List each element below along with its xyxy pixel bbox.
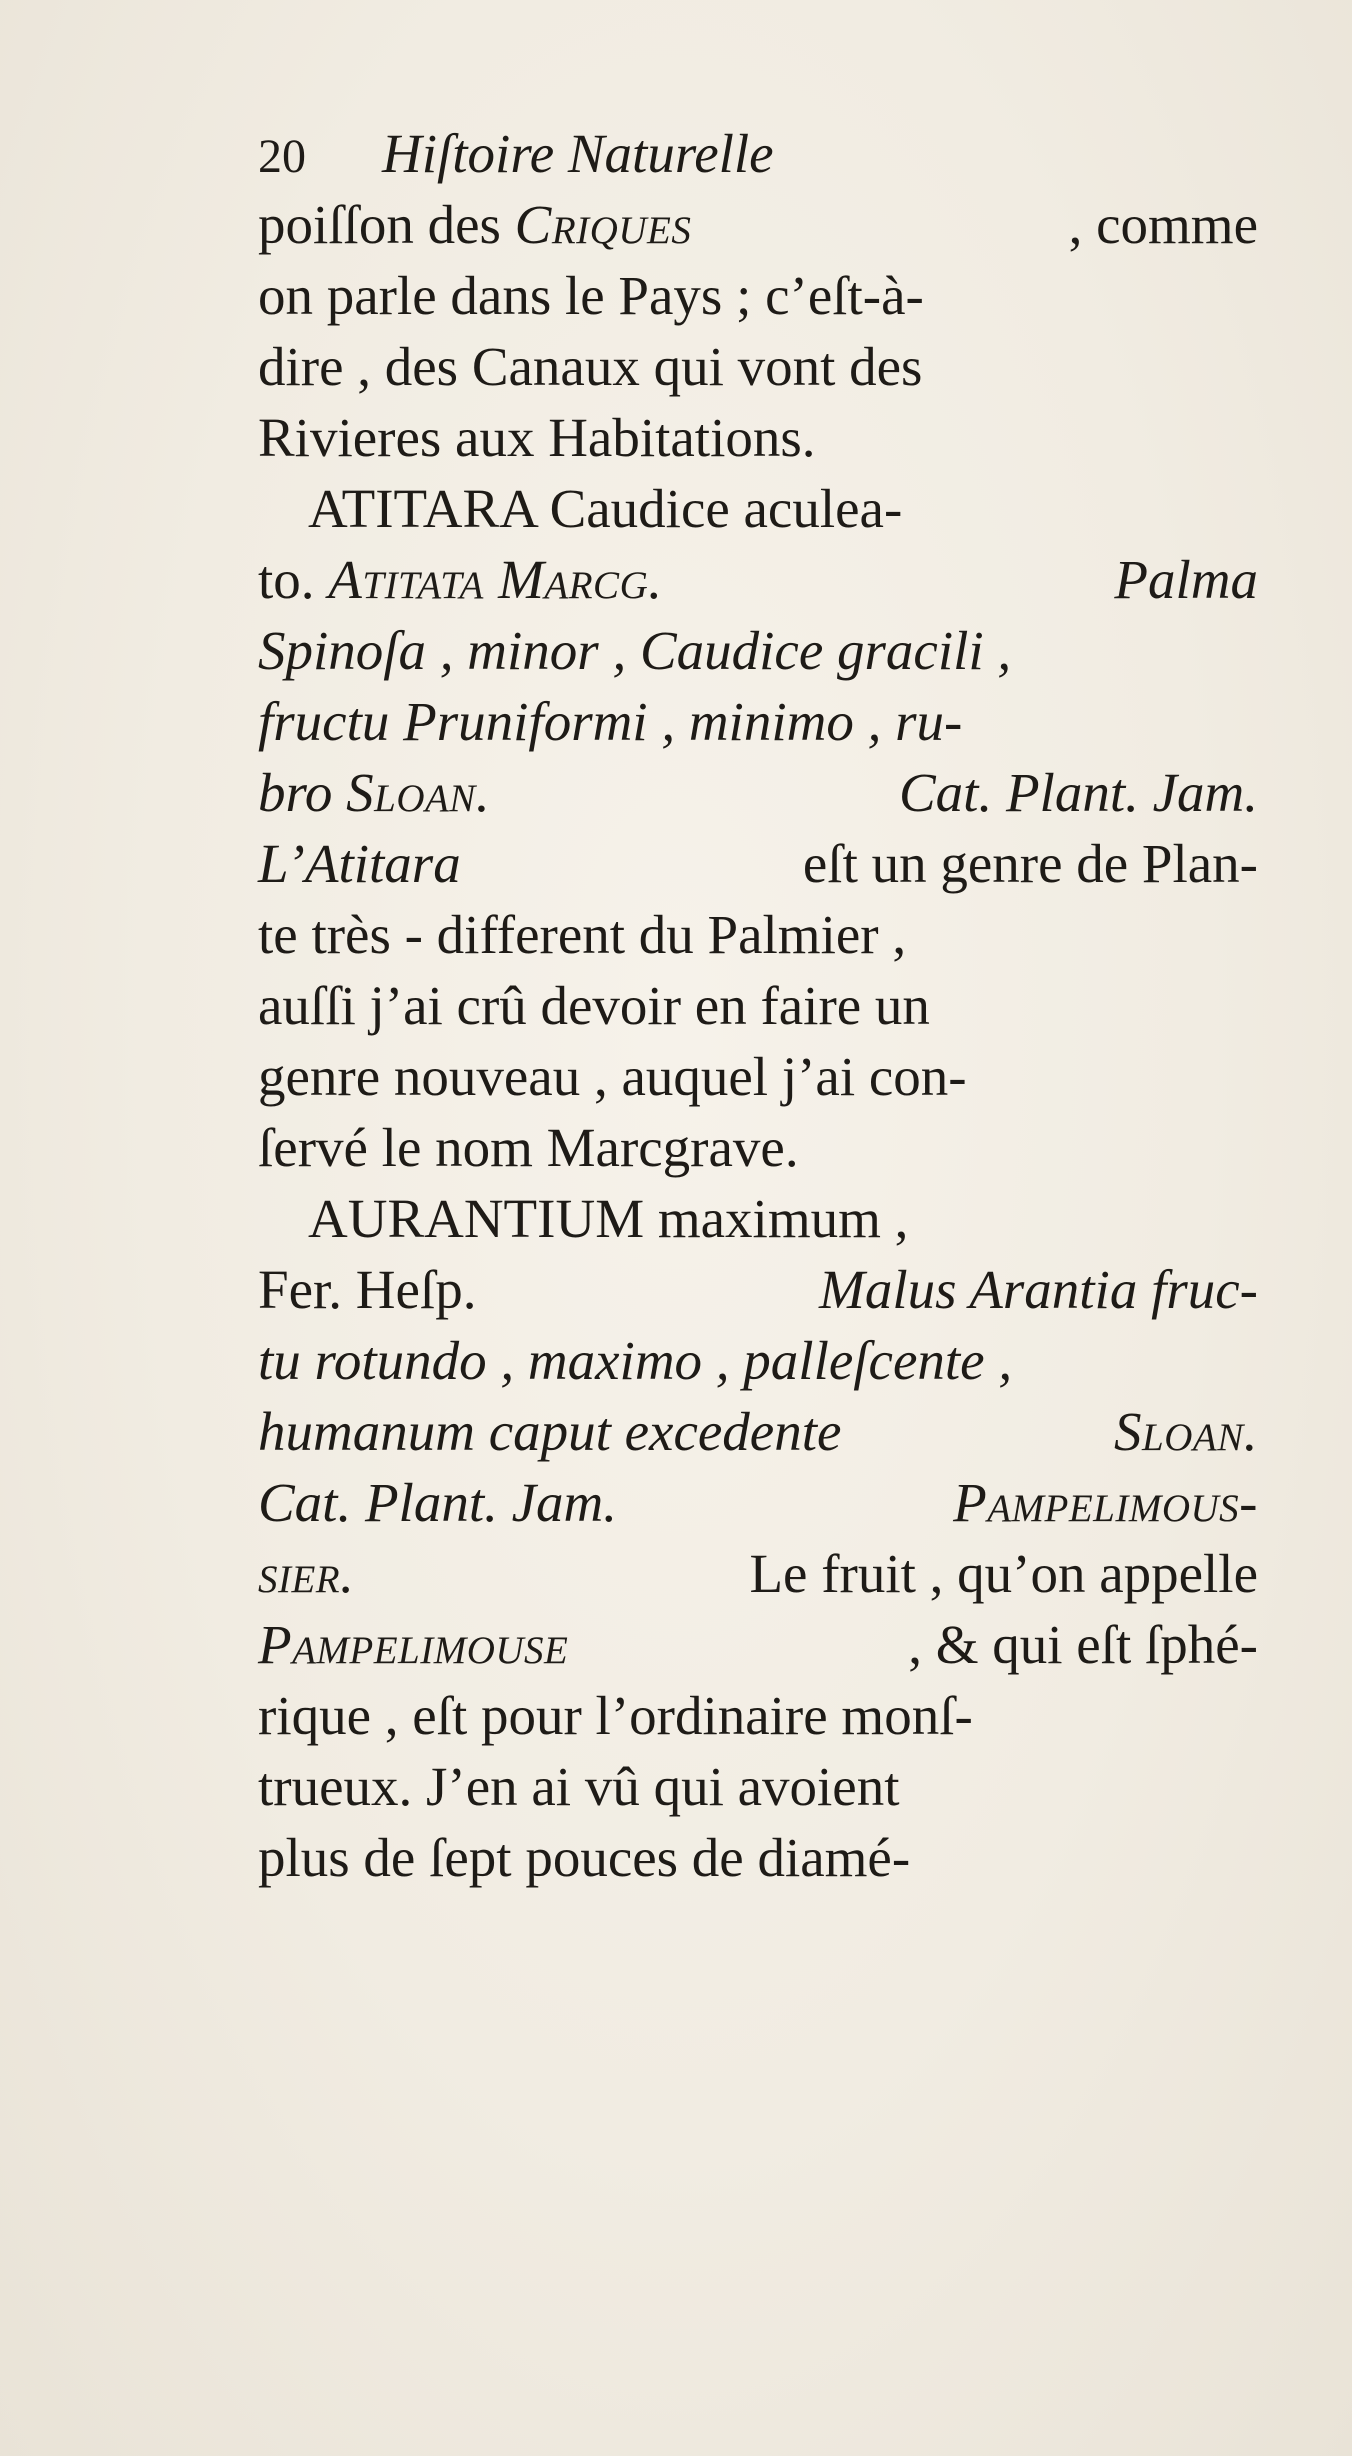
text-run: tu rotundo , maximo , palleſcente , [258, 1330, 1013, 1391]
page-text-block [258, 118, 1258, 1893]
text-fragment [258, 189, 691, 260]
text-run: Palma [1114, 549, 1258, 610]
text-line-1 [258, 189, 1258, 260]
pampelimouse-term: Pampelimouse [258, 1614, 569, 1675]
text-line-3 [258, 331, 1258, 402]
text-line-17 [258, 1325, 1258, 1396]
text-run: ſervé le nom Marcgrave. [258, 1117, 799, 1178]
text-run: Malus Arantia fruc- [819, 1259, 1258, 1320]
text-line-2 [258, 260, 1258, 331]
text-line-15 [258, 1183, 1308, 1254]
text-run: Fer. Heſp. [258, 1259, 477, 1320]
text-line-22 [258, 1680, 1258, 1751]
text-run: bro [258, 762, 347, 823]
text-run: Cat. Plant. Jam. [258, 1472, 618, 1533]
text-line-21 [258, 1609, 1258, 1680]
sier-term: sier. [258, 1543, 355, 1604]
atitata-marcg: Atitata Marcg. [328, 549, 663, 610]
atitara-term: L’Atitara [258, 833, 461, 894]
text-run: on parle dans le Pays ; c’eſt-à- [258, 265, 924, 326]
text-run: Le fruit , qu’on appelle [749, 1543, 1258, 1604]
text-run: trueux. J’en ai vû qui avoient [258, 1756, 900, 1817]
text-line-23 [258, 1751, 1258, 1822]
text-line-19 [258, 1467, 1258, 1538]
text-line-7 [258, 615, 1258, 686]
text-run: fructu Pruniformi , minimo , ru- [258, 691, 963, 752]
text-line-13 [258, 1041, 1258, 1112]
text-line-8 [258, 686, 1258, 757]
text-line-4 [258, 402, 1258, 473]
page-header [258, 118, 1258, 189]
atitara-heading: ATITARA Caudice aculea- [308, 478, 903, 539]
text-line-20 [258, 1538, 1258, 1609]
text-fragment [258, 757, 490, 828]
sloan-citation: Sloan. [346, 762, 491, 823]
text-run: Cat. Plant. Jam. [898, 762, 1258, 823]
text-line-16 [258, 1254, 1258, 1325]
running-title: Hiſtoire Naturelle [382, 123, 774, 184]
text-run: to. [258, 549, 329, 610]
text-run: Rivieres aux Habitations. [258, 407, 816, 468]
sloan-citation: Sloan. [1114, 1401, 1258, 1462]
text-line-14 [258, 1112, 1258, 1183]
page-number: 20 [258, 130, 306, 183]
text-fragment [258, 544, 662, 615]
text-run: dire , des Canaux qui vont des [258, 336, 923, 397]
text-run: , & qui eſt ſphé- [908, 1614, 1258, 1675]
text-run: rique , eſt pour l’ordinaire monſ- [258, 1685, 973, 1746]
pampelimoussier-term: Pampelimous- [953, 1472, 1258, 1533]
text-run: Spinoſa , minor , Caudice gracili , [258, 620, 1012, 681]
text-line-9 [258, 757, 1258, 828]
text-line-11 [258, 899, 1258, 970]
text-line-18 [258, 1396, 1258, 1467]
text-run: poiſſon des [258, 194, 515, 255]
aurantium-heading: AURANTIUM maximum , [308, 1188, 909, 1249]
text-run: eſt un genre de Plan- [802, 833, 1258, 894]
text-run: humanum caput excedente [258, 1401, 842, 1462]
criques-term: Criques [514, 194, 692, 255]
text-run: , comme [1068, 194, 1258, 255]
text-run: te très - different du Palmier , [258, 904, 907, 965]
text-run: auſſi j’ai crû devoir en faire un [258, 975, 930, 1036]
text-line-12 [258, 970, 1258, 1041]
text-line-6 [258, 544, 1258, 615]
text-run: plus de ſept pouces de diamé- [258, 1827, 911, 1888]
text-line-5 [258, 473, 1308, 544]
text-line-10 [258, 828, 1258, 899]
text-line-24 [258, 1822, 1258, 1893]
text-run: genre nouveau , auquel j’ai con- [258, 1046, 967, 1107]
